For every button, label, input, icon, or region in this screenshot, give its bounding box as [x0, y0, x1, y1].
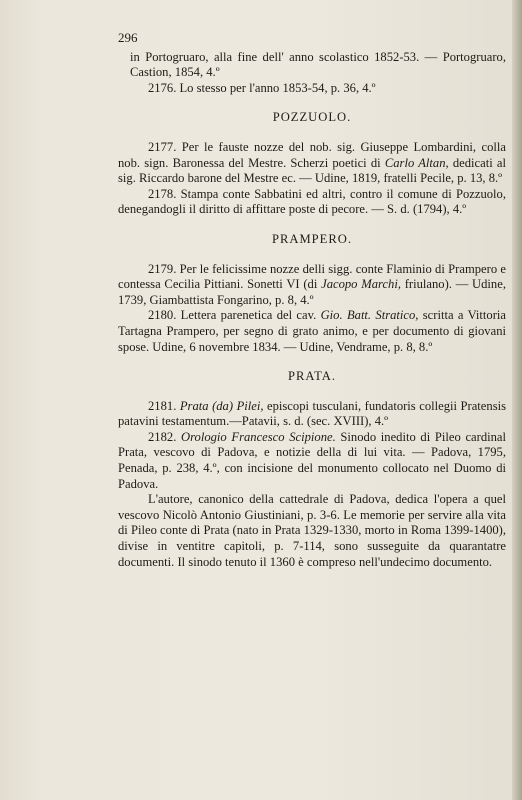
- entry-2177-text-a: 2177. Per le fauste nozze del nob. sig. Giuseppe Lombardini, colla nob. sign. Baronessa del Mestre. Scherzi poetici di: [118, 139, 506, 170]
- entry-2180: [118, 308, 506, 355]
- page-edge: [512, 0, 522, 800]
- entry-2178: 2178. Stampa conte Sabbatini ed altri, contro il comune di Pozzuolo, denegandogli il diritto di affittare poste di pecore. — S. d. (1794), 4.º: [118, 186, 506, 217]
- entry-2182-note: L'autore, canonico della cattedrale di Padova, dedica l'opera a quel vescovo Nicolò Antonio Giustiniani, p. 3-6. Le memorie per servire alla vita di Pileo conte di Prata (nato in Prata 1329-1330, morto in Roma 1399-1400), divise in ventitre capitoli, p. 7-114, sono susseguite da quarantatre documenti. Il sinodo tenuto il 1360 è compreso nell'undecimo documento.: [118, 492, 506, 569]
- entry-2182-author: Orologio Francesco Scipione.: [181, 429, 336, 444]
- entry-2182-number: 2182.: [148, 429, 182, 444]
- entry-2181-title: Prata (da) Pilei,: [179, 398, 264, 413]
- entry-2177: [118, 140, 506, 187]
- entry-2180-author: Gio. Batt. Stratico,: [320, 308, 419, 323]
- entry-2177-author: Carlo Altan,: [384, 155, 449, 170]
- entry-2179-text-a: 2179. Per le felicissime nozze delli sigg. conte Flaminio di Prampero e contessa Cecilia Pittiani. Sonetti VI (di: [118, 261, 506, 292]
- heading-prata: PRATA.: [287, 369, 337, 384]
- entry-2179-text-b: friulano). — Udine, 1739, Giambattista Fongarino, p. 8, 4.º: [118, 277, 506, 307]
- entry-2175-continuation: in Portogruaro, alla fine dell' anno scolastico 1852-53. — Portogruaro, Castion, 1854, 4.º: [130, 49, 506, 80]
- page-text: [118, 30, 506, 570]
- entry-2181: [118, 399, 506, 430]
- page-number: 296: [118, 30, 138, 45]
- entry-2182: [118, 430, 506, 492]
- entry-2176: 2176. Lo stesso per l'anno 1853-54, p. 36, 4.º: [148, 80, 376, 95]
- entry-2181-number: 2181.: [148, 398, 180, 413]
- entry-2179-author: Jacopo Marchi,: [321, 277, 401, 292]
- entry-2182-text: Sinodo inedito di Pileo cardinal Prata, vescovo di Padova, e notizie della di lui vita. — Padova, 1795, Penada, p. 238, 4.º, con incisione del monumento collocato nel Duomo di Padova.: [118, 429, 507, 491]
- entry-2179: [118, 262, 506, 309]
- entry-2180-text-a: 2180. Lettera parenetica del cav.: [148, 308, 321, 323]
- entry-2181-text: episcopi tusculani, fundatoris collegii Pratensis patavini testamentum.—Patavii, s. d. (sec. XVIII), 4.º: [118, 398, 506, 429]
- heading-pozzuolo: POZZUOLO.: [272, 110, 352, 125]
- entry-2180-text-b: scritta a Vittoria Tartagna Prampero, per segno di grato animo, e per documento di giovani spose. Udine, 6 novembre 1834. — Udine, Vendrame, p. 8, 8.º: [118, 308, 506, 354]
- heading-prampero: PRAMPERO.: [271, 231, 353, 246]
- entry-2177-text-b: dedicati al sig. Riccardo barone del Mestre ec. — Udine, 1819, fratelli Pecile, p. 13, 8.º: [118, 155, 506, 186]
